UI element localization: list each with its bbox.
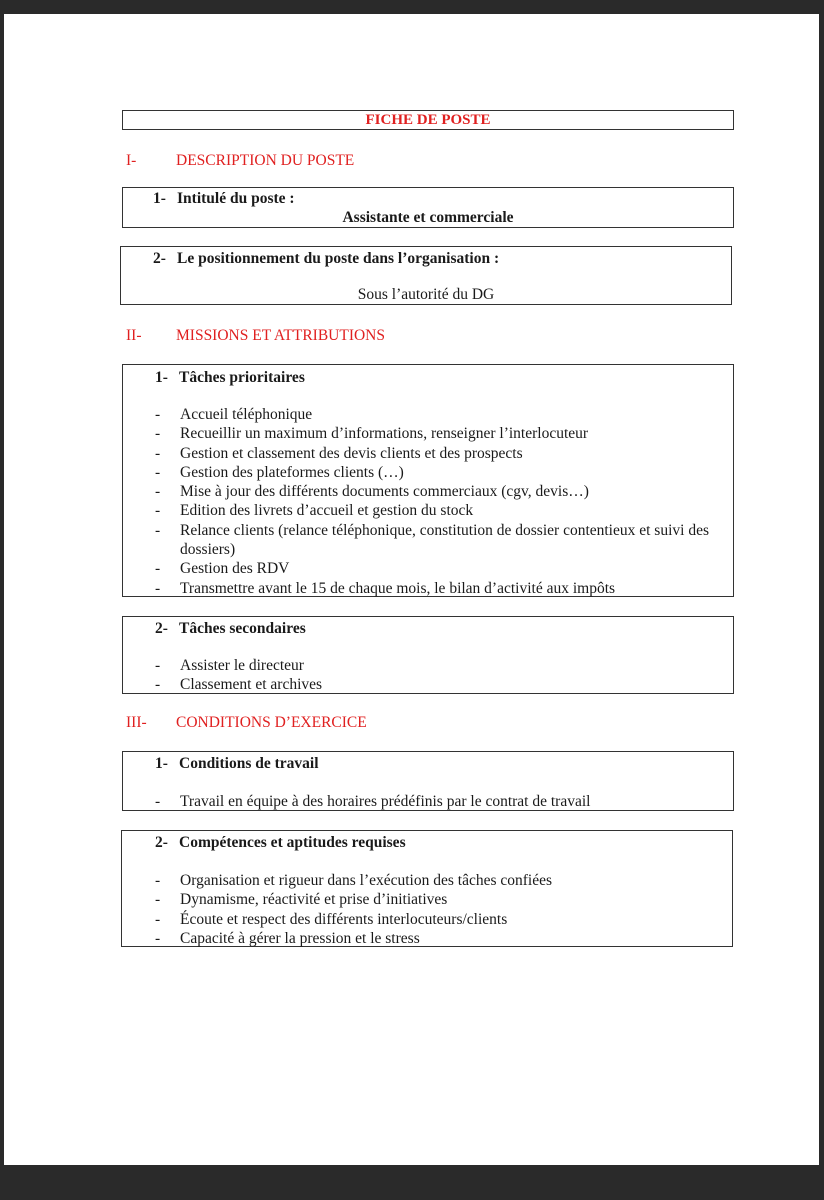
list-item: - Organisation et rigueur dans l’exécution des tâches confiées bbox=[155, 871, 720, 890]
item-number: 2- bbox=[153, 250, 166, 267]
item-number: 2- bbox=[155, 834, 168, 851]
conditions-travail-heading bbox=[155, 754, 319, 774]
taches-secondaires-heading bbox=[155, 619, 306, 639]
section-heading-missions bbox=[126, 326, 385, 346]
item-number: 1- bbox=[155, 755, 168, 772]
taches-prioritaires-heading bbox=[155, 368, 305, 388]
taches-prioritaires-box bbox=[122, 364, 734, 597]
taches-prioritaires-list bbox=[155, 405, 720, 598]
item-number: 1- bbox=[155, 369, 168, 386]
list-item: - Transmettre avant le 15 de chaque mois, le bilan d’activité aux impôts bbox=[155, 579, 720, 598]
list-item: - Gestion des plateformes clients (…) bbox=[155, 463, 720, 482]
section-number: I- bbox=[126, 152, 137, 169]
section-title: CONDITIONS D’EXERCICE bbox=[176, 714, 367, 731]
list-item: - Assister le directeur bbox=[155, 656, 720, 675]
taches-secondaires-box bbox=[122, 616, 734, 694]
section-heading-conditions bbox=[126, 713, 367, 733]
list-item: - Mise à jour des différents documents commerciaux (cgv, devis…) bbox=[155, 482, 720, 501]
item-number: 1- bbox=[153, 190, 166, 207]
positionnement-box bbox=[120, 246, 732, 305]
positionnement-label: Le positionnement du poste dans l’organisation : bbox=[177, 250, 500, 267]
taches-secondaires-list bbox=[155, 656, 720, 695]
section-title: DESCRIPTION DU POSTE bbox=[176, 152, 355, 169]
list-item: - Gestion et classement des devis clients et des prospects bbox=[155, 444, 720, 463]
taches-prioritaires-label: Tâches prioritaires bbox=[179, 369, 305, 386]
list-item: - Recueillir un maximum d’informations, renseigner l’interlocuteur bbox=[155, 424, 720, 443]
intitule-heading bbox=[153, 189, 295, 209]
list-item: - Accueil téléphonique bbox=[155, 405, 720, 424]
document-title-box bbox=[122, 110, 734, 130]
section-title: MISSIONS ET ATTRIBUTIONS bbox=[176, 327, 385, 344]
list-item: - Edition des livrets d’accueil et gestion du stock bbox=[155, 501, 720, 520]
section-heading-description bbox=[126, 151, 354, 171]
conditions-travail-list bbox=[155, 792, 720, 811]
conditions-travail-label: Conditions de travail bbox=[179, 755, 319, 772]
competences-heading bbox=[155, 833, 406, 853]
item-number: 2- bbox=[155, 620, 168, 637]
document-page bbox=[4, 14, 819, 1165]
positionnement-value: Sous l’autorité du DG bbox=[357, 286, 495, 303]
list-item: - Relance clients (relance téléphonique, constitution de dossier contentieux et suivi des dossiers) bbox=[155, 521, 720, 560]
section-number: II- bbox=[126, 327, 142, 344]
positionnement-heading bbox=[153, 249, 499, 269]
list-item: - Gestion des RDV bbox=[155, 559, 720, 578]
competences-box bbox=[121, 830, 733, 947]
intitule-box bbox=[122, 187, 734, 228]
section-number: III- bbox=[126, 714, 147, 731]
document-title: FICHE DE POSTE bbox=[365, 112, 491, 128]
competences-label: Compétences et aptitudes requises bbox=[179, 834, 406, 851]
list-item: - Écoute et respect des différents interlocuteurs/clients bbox=[155, 910, 720, 929]
conditions-travail-box bbox=[122, 751, 734, 811]
list-item: - Classement et archives bbox=[155, 675, 720, 694]
list-item: - Dynamisme, réactivité et prise d’initiatives bbox=[155, 890, 720, 909]
list-item: - Capacité à gérer la pression et le stress bbox=[155, 929, 720, 948]
intitule-value: Assistante et commerciale bbox=[342, 209, 514, 226]
taches-secondaires-label: Tâches secondaires bbox=[179, 620, 306, 637]
intitule-label: Intitulé du poste : bbox=[177, 190, 295, 207]
list-item: - Travail en équipe à des horaires prédéfinis par le contrat de travail bbox=[155, 792, 720, 811]
competences-list bbox=[155, 871, 720, 948]
